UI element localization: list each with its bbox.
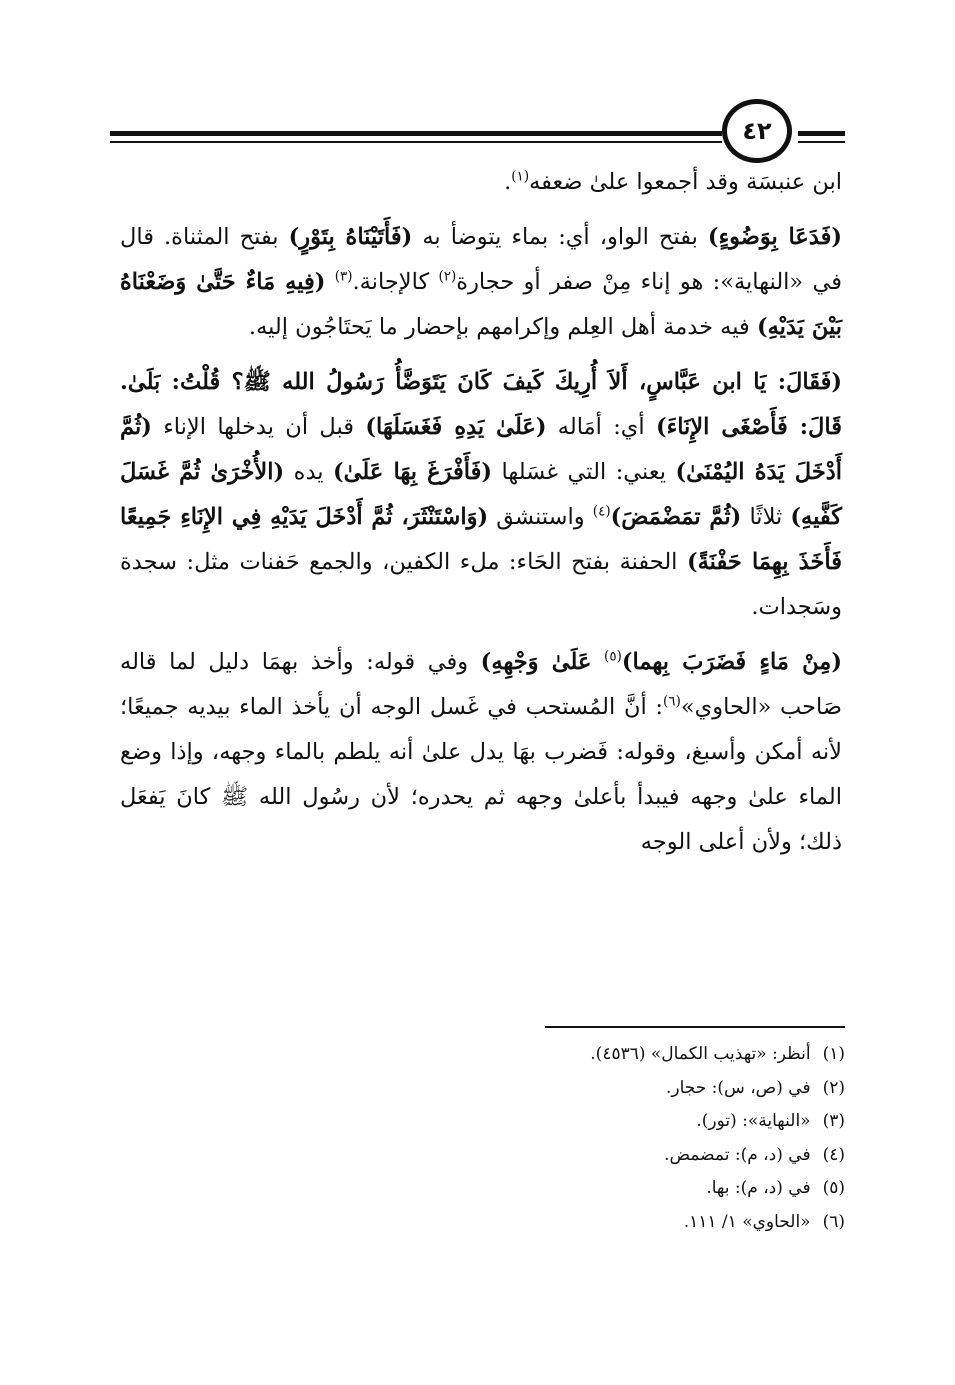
footnotes — [420, 1038, 845, 1239]
hadith-text: (مِنْ مَاءٍ فَضَرَبَ بِهما) — [621, 649, 842, 675]
commentary-text: الحفنة بفتح الحَاء: ملء الكفين، والجمع حَفنات مثل: سجدة وسَجدات. — [120, 549, 842, 620]
footnote-text: في (د، م): تمضمض. — [664, 1144, 811, 1165]
paragraph — [120, 160, 842, 205]
footnote-number: (٤) — [822, 1144, 845, 1165]
commentary-text: قبل أن يدخلها الإناء — [151, 414, 366, 440]
footnote-separator — [545, 1026, 845, 1028]
hadith-text: (فَقَالَ: يَا ابن عَبَّاسٍ، أَلاَ أُرِيكَ كَيفَ كَانَ يَتَوَضَّأُ رَسُولُ الله ﷺ؟ قُلْتُ: بَلَىٰ. قَالَ: فَأَصْغَى الإِنَاءَ) — [120, 369, 842, 440]
commentary-text: : أنَّ المُستحب في غَسل الوجه أن يأخذ الماء بيديه جميعًا؛ لأنه أمكن وأسبغ، وقوله: فَضرب بهَا يدل علىٰ أنه يلطم بالماء وجهه، وإذا وضع الماء علىٰ وجهه فيبدأ بأعلىٰ وجهه ثم يحدره؛ لأن رسُول الله ﷺ كانَ يَفعَل ذلك؛ ولأن أعلى الوجه — [120, 694, 842, 855]
footnote-text: «النهاية»: (تور). — [696, 1111, 811, 1131]
hadith-text: (فَأَفْرَغَ بِهَا عَلَىٰ) — [333, 459, 493, 485]
page-number-badge — [722, 99, 792, 163]
paragraph — [120, 215, 842, 350]
commentary-text: يعني: التي غسَلها — [492, 459, 676, 485]
commentary-text: بفتح الواو، أي: بماء يتوضأ به — [412, 224, 708, 250]
commentary-text: بفتح المثناة. قال في «النهاية»: هو إناء مِنْ صفر أو حجارة — [120, 224, 842, 295]
hadith-text: (فِيهِ مَاءٌ حَتَّىٰ وَضَعْنَاهُ بَيْنَ يَدَيْهِ) — [120, 269, 842, 340]
commentary-text: يده — [284, 459, 334, 485]
footnote-ref: (٣) — [334, 268, 353, 285]
commentary-text — [325, 269, 334, 295]
commentary-text: ابن عنبسَة وقد أجمعوا علىٰ ضعفه — [529, 169, 842, 195]
commentary-text: ثلاثًا — [741, 504, 791, 530]
footnote-text: أنظر: «تهذيب الكمال» (٤٥٣٦). — [590, 1044, 811, 1064]
hadith-text: (الأُخْرَىٰ ثُمَّ غَسَلَ كَفَّيهِ) — [120, 459, 842, 530]
footnote-number: (٣) — [822, 1111, 845, 1131]
footnote-ref: (٢) — [438, 268, 457, 285]
footnote-text: «الحاوي» ١/ ١١١. — [683, 1211, 811, 1232]
hadith-text: (وَاسْتَنْثَرَ، ثُمَّ أَدْخَلَ يَدَيْهِ فِي الإِنَاءِ جَمِيعًا فَأَخَذَ بِهِمَا حَفْنَةً) — [120, 504, 842, 575]
footnote-number: (٦) — [822, 1211, 845, 1232]
commentary-text: فيه خدمة أهل العِلم وإكرامهم بإحضار ما يَحتَاجُون إليه. — [248, 314, 757, 340]
commentary-text: كالإجانة. — [352, 269, 439, 295]
footnote-number: (١) — [822, 1044, 845, 1064]
footnote-number: (٢) — [822, 1077, 845, 1098]
hadith-text: عَلَىٰ وَجْهِهِ) — [480, 649, 592, 675]
header-rule-thick — [110, 131, 722, 136]
hadith-text: (ثُمَّ أَدْخَلَ يَدَهُ اليُمْنَىٰ) — [120, 414, 843, 485]
footnote-text: في (د، م): بها. — [706, 1178, 811, 1198]
footnote-ref: (٥) — [604, 648, 622, 665]
footnote-ref: (١) — [511, 168, 530, 185]
footnote-item — [420, 1072, 845, 1106]
footnote-item — [420, 1105, 845, 1139]
hadith-text: (فَأَتَيْنَاهُ بِتَوْرٍ) — [288, 224, 413, 250]
footnote-item — [420, 1206, 845, 1240]
main-text — [120, 160, 842, 875]
commentary-text — [591, 649, 604, 675]
page-header — [110, 95, 845, 165]
header-rule-thin — [110, 141, 722, 143]
paragraph — [120, 640, 842, 865]
header-rule-right-thin — [798, 141, 845, 143]
commentary-text: واستنشق — [488, 504, 593, 530]
footnote-item — [420, 1172, 845, 1206]
footnote-ref: (٤) — [592, 503, 611, 520]
hadith-text: (عَلَىٰ يَدِهِ فَغَسَلَهَا) — [365, 414, 547, 440]
commentary-text: أي: أمَاله — [546, 414, 656, 440]
header-rule-right-thick — [798, 131, 845, 136]
footnote-number: (٥) — [822, 1178, 845, 1198]
paragraph — [120, 360, 842, 630]
hadith-text: (فَدَعَا بِوَضُوءٍ) — [707, 224, 842, 250]
footnote-item — [420, 1139, 845, 1173]
hadith-text: (ثُمَّ تمَضْمَضَ) — [610, 504, 742, 530]
footnote-item — [420, 1038, 845, 1072]
commentary-text: . — [504, 169, 512, 195]
page-number: ٤٢ — [742, 117, 772, 145]
footnote-text: في (ص، س): حجار. — [666, 1077, 811, 1098]
commentary-text: وفي قوله: وأخذ بهمَا دليل لما قاله صَاحب «الحاوي» — [120, 649, 843, 720]
footnote-ref: (٦) — [663, 693, 681, 710]
